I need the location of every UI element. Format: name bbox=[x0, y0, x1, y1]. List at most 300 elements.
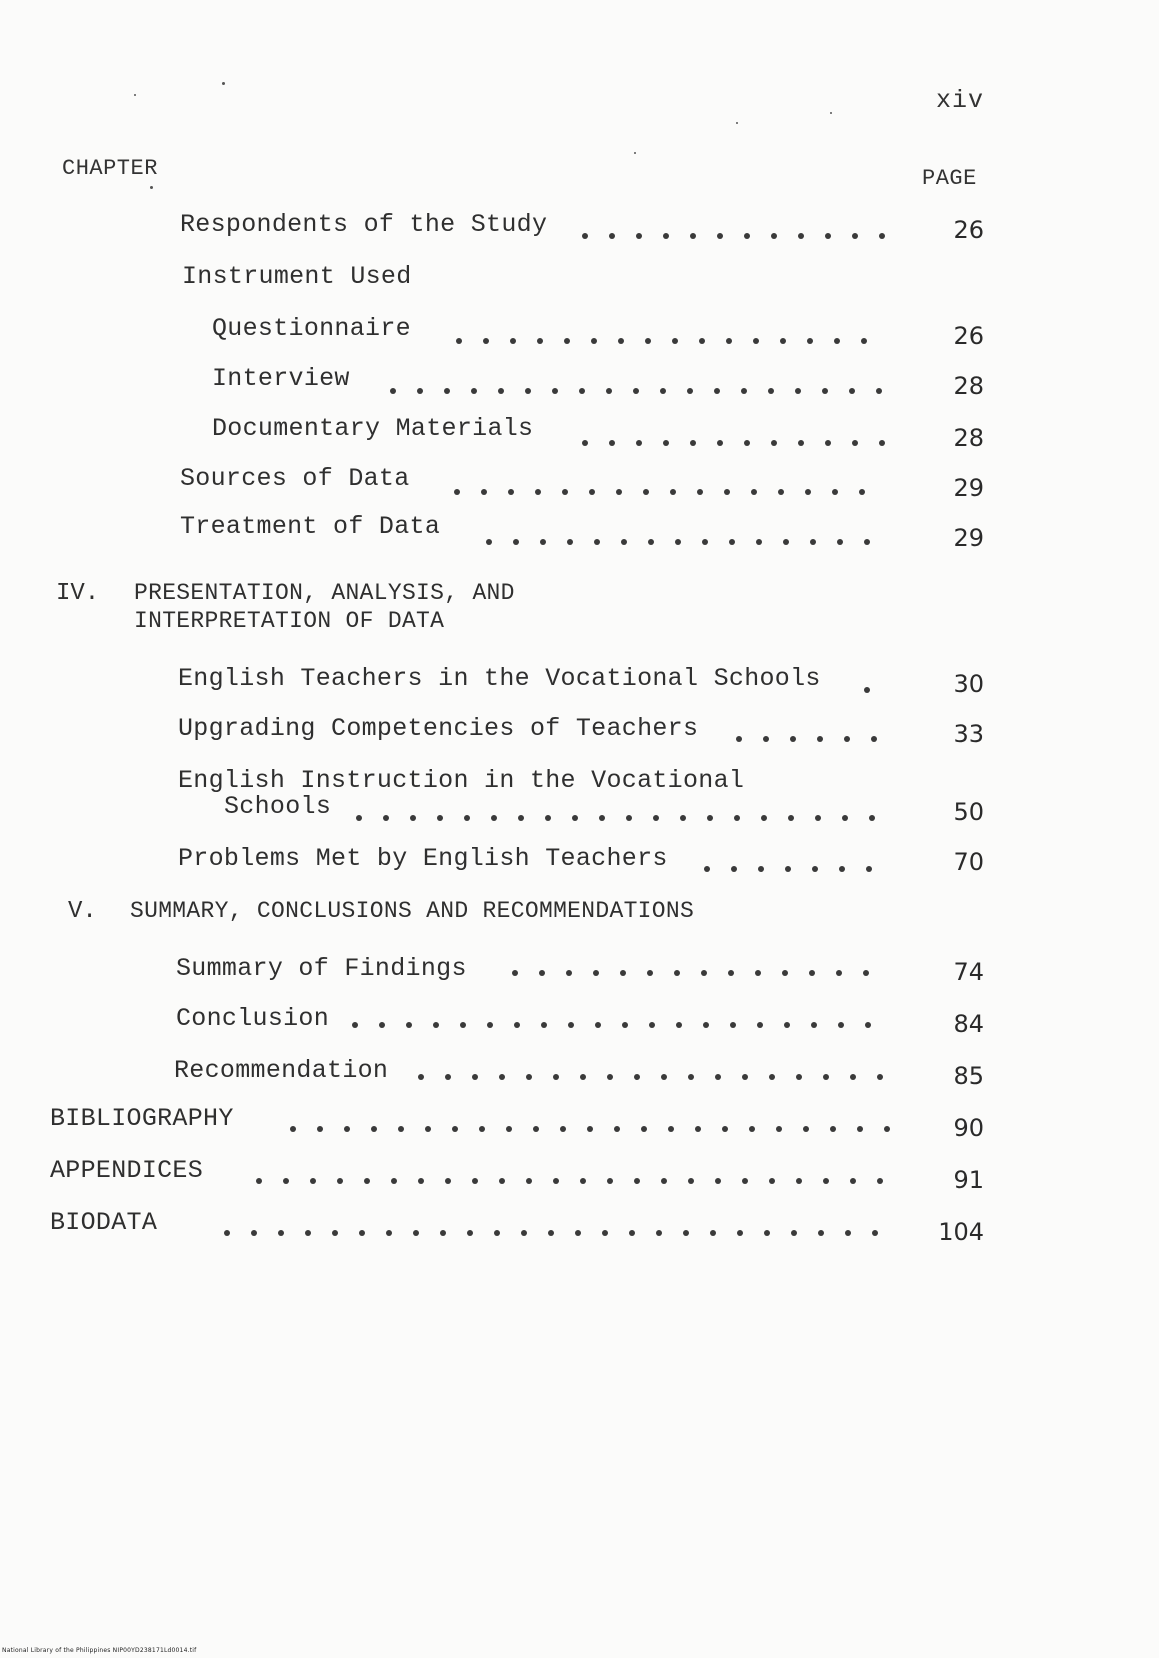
toc-page-number: 29 bbox=[953, 474, 984, 502]
leader-dot bbox=[487, 1022, 493, 1028]
leader-dot bbox=[788, 815, 794, 821]
leader-dot bbox=[736, 736, 742, 742]
leader-dot bbox=[386, 1230, 392, 1236]
page-header: PAGE bbox=[922, 166, 977, 191]
leader-dot bbox=[877, 1178, 883, 1184]
leader-dot bbox=[634, 1074, 640, 1080]
leader-dot bbox=[437, 815, 443, 821]
leader-dot bbox=[755, 970, 761, 976]
leader-dot bbox=[622, 1022, 628, 1028]
leader-dot bbox=[879, 233, 885, 239]
leader-dot bbox=[290, 1126, 296, 1132]
leader-dot bbox=[863, 970, 869, 976]
leader-dot bbox=[533, 1126, 539, 1132]
leader-dot bbox=[283, 1178, 289, 1184]
leader-dot bbox=[552, 388, 558, 394]
toc-page-number: 28 bbox=[953, 424, 984, 452]
leader-dot bbox=[553, 1178, 559, 1184]
leader-dot bbox=[688, 1178, 694, 1184]
leader-dot bbox=[832, 489, 838, 495]
leader-dot bbox=[572, 815, 578, 821]
leader-dot bbox=[553, 1074, 559, 1080]
leader-dot bbox=[690, 233, 696, 239]
leader-dot bbox=[704, 866, 710, 872]
leader-dot bbox=[641, 1126, 647, 1132]
toc-entry-bibliography: BIBLIOGRAPHY bbox=[50, 1104, 234, 1133]
leader-dot bbox=[256, 1178, 262, 1184]
leader-dot bbox=[460, 1022, 466, 1028]
toc-entry-conclusion: Conclusion bbox=[176, 1004, 330, 1033]
leader-dot bbox=[715, 1178, 721, 1184]
dot-leader bbox=[512, 970, 912, 976]
dot-leader bbox=[290, 1126, 912, 1132]
leader-dot bbox=[842, 815, 848, 821]
toc-page-number: 50 bbox=[953, 798, 984, 826]
leader-dot bbox=[695, 1126, 701, 1132]
leader-dot bbox=[753, 338, 759, 344]
leader-dot bbox=[425, 1126, 431, 1132]
leader-dot bbox=[734, 815, 740, 821]
leader-dot bbox=[871, 736, 877, 742]
leader-dot bbox=[798, 440, 804, 446]
leader-dot bbox=[594, 539, 600, 545]
leader-dot bbox=[481, 489, 487, 495]
leader-dot bbox=[838, 1022, 844, 1028]
leader-dot bbox=[701, 970, 707, 976]
leader-dot bbox=[768, 388, 774, 394]
leader-dot bbox=[521, 1230, 527, 1236]
leader-dot bbox=[398, 1126, 404, 1132]
leader-dot bbox=[566, 970, 572, 976]
leader-dot bbox=[703, 1022, 709, 1028]
leader-dot bbox=[751, 489, 757, 495]
toc-page-number: 30 bbox=[953, 670, 984, 698]
leader-dot bbox=[607, 1178, 613, 1184]
leader-dot bbox=[798, 233, 804, 239]
leader-dot bbox=[506, 1126, 512, 1132]
leader-dot bbox=[675, 539, 681, 545]
leader-dot bbox=[337, 1178, 343, 1184]
leader-dot bbox=[582, 440, 588, 446]
leader-dot bbox=[567, 539, 573, 545]
leader-dot bbox=[406, 1022, 412, 1028]
leader-dot bbox=[687, 388, 693, 394]
toc-page-number: 26 bbox=[953, 216, 984, 244]
leader-dot bbox=[359, 1230, 365, 1236]
leader-dot bbox=[699, 338, 705, 344]
toc-page-number: 104 bbox=[938, 1218, 984, 1246]
leader-dot bbox=[809, 970, 815, 976]
leader-dot bbox=[618, 338, 624, 344]
leader-dot bbox=[857, 1126, 863, 1132]
leader-dot bbox=[785, 866, 791, 872]
leader-dot bbox=[715, 1074, 721, 1080]
leader-dot bbox=[864, 539, 870, 545]
leader-dot bbox=[593, 970, 599, 976]
leader-dot bbox=[512, 970, 518, 976]
leader-dot bbox=[737, 1230, 743, 1236]
leader-dot bbox=[803, 1126, 809, 1132]
leader-dot bbox=[724, 489, 730, 495]
leader-dot bbox=[844, 736, 850, 742]
leader-dot bbox=[499, 1074, 505, 1080]
leader-dot bbox=[879, 440, 885, 446]
toc-page-number: 28 bbox=[953, 372, 984, 400]
leader-dot bbox=[606, 388, 612, 394]
leader-dot bbox=[499, 1178, 505, 1184]
leader-dot bbox=[782, 970, 788, 976]
leader-dot bbox=[445, 1178, 451, 1184]
leader-dot bbox=[418, 1178, 424, 1184]
leader-dot bbox=[861, 338, 867, 344]
leader-dot bbox=[778, 489, 784, 495]
leader-dot bbox=[371, 1126, 377, 1132]
leader-dot bbox=[278, 1230, 284, 1236]
leader-dot bbox=[634, 1178, 640, 1184]
leader-dot bbox=[636, 440, 642, 446]
toc-entry-questionnaire: Questionnaire bbox=[212, 314, 411, 343]
scan-speck bbox=[830, 112, 832, 114]
leader-dot bbox=[796, 1074, 802, 1080]
leader-dot bbox=[620, 970, 626, 976]
leader-dot bbox=[869, 815, 875, 821]
toc-entry-biodata: BIODATA bbox=[50, 1208, 158, 1237]
toc-entry-english-instruction: English Instruction in the Vocational bbox=[178, 766, 745, 795]
dot-leader bbox=[356, 815, 912, 821]
leader-dot bbox=[305, 1230, 311, 1236]
leader-dot bbox=[661, 1074, 667, 1080]
dot-leader bbox=[582, 440, 912, 446]
leader-dot bbox=[433, 1022, 439, 1028]
leader-dot bbox=[850, 1074, 856, 1080]
leader-dot bbox=[714, 388, 720, 394]
leader-dot bbox=[224, 1230, 230, 1236]
leader-dot bbox=[560, 1126, 566, 1132]
leader-dot bbox=[717, 233, 723, 239]
leader-dot bbox=[830, 1126, 836, 1132]
toc-entry-sources: Sources of Data bbox=[180, 464, 410, 493]
leader-dot bbox=[674, 970, 680, 976]
leader-dot bbox=[825, 233, 831, 239]
leader-dot bbox=[742, 1178, 748, 1184]
leader-dot bbox=[483, 338, 489, 344]
chapter-numeral-v: V. bbox=[68, 898, 97, 925]
leader-dot bbox=[825, 440, 831, 446]
leader-dot bbox=[486, 539, 492, 545]
toc-entry-treatment: Treatment of Data bbox=[180, 512, 441, 541]
leader-dot bbox=[884, 1126, 890, 1132]
leader-dot bbox=[526, 1074, 532, 1080]
leader-dot bbox=[683, 1230, 689, 1236]
leader-dot bbox=[697, 489, 703, 495]
leader-dot bbox=[645, 338, 651, 344]
chapter-title-v: SUMMARY, CONCLUSIONS AND RECOMMENDATIONS bbox=[130, 898, 695, 924]
leader-dot bbox=[741, 388, 747, 394]
leader-dot bbox=[540, 539, 546, 545]
leader-dot bbox=[440, 1230, 446, 1236]
leader-dot bbox=[836, 970, 842, 976]
leader-dot bbox=[656, 1230, 662, 1236]
leader-dot bbox=[680, 815, 686, 821]
leader-dot bbox=[661, 1178, 667, 1184]
leader-dot bbox=[513, 539, 519, 545]
dot-leader bbox=[736, 736, 912, 742]
leader-dot bbox=[771, 440, 777, 446]
leader-dot bbox=[647, 970, 653, 976]
leader-dot bbox=[877, 1074, 883, 1080]
leader-dot bbox=[834, 338, 840, 344]
leader-dot bbox=[764, 1230, 770, 1236]
leader-dot bbox=[756, 539, 762, 545]
leader-dot bbox=[649, 1022, 655, 1028]
leader-dot bbox=[518, 815, 524, 821]
scan-footer: National Library of the Philippines NIP00YD238171Ld0014.tif bbox=[2, 1647, 197, 1654]
dot-leader bbox=[486, 539, 912, 545]
toc-entry-upgrading: Upgrading Competencies of Teachers bbox=[178, 714, 699, 743]
leader-dot bbox=[464, 815, 470, 821]
toc-entry-recommendation: Recommendation bbox=[174, 1056, 389, 1085]
dot-leader bbox=[582, 233, 912, 239]
chapter-title-iv-line2: INTERPRETATION OF DATA bbox=[134, 608, 445, 634]
dot-leader bbox=[864, 687, 912, 693]
leader-dot bbox=[616, 489, 622, 495]
scan-speck bbox=[222, 82, 225, 85]
leader-dot bbox=[418, 1074, 424, 1080]
leader-dot bbox=[456, 338, 462, 344]
leader-dot bbox=[690, 440, 696, 446]
leader-dot bbox=[670, 489, 676, 495]
toc-entry-english-instruction-line2: Schools bbox=[224, 792, 332, 821]
leader-dot bbox=[510, 338, 516, 344]
leader-dot bbox=[379, 1022, 385, 1028]
leader-dot bbox=[537, 338, 543, 344]
leader-dot bbox=[579, 388, 585, 394]
toc-entry-problems: Problems Met by English Teachers bbox=[178, 844, 668, 873]
leader-dot bbox=[629, 1230, 635, 1236]
toc-entry-summary: Summary of Findings bbox=[176, 954, 467, 983]
toc-page-number: 91 bbox=[953, 1166, 984, 1194]
leader-dot bbox=[717, 440, 723, 446]
leader-dot bbox=[852, 233, 858, 239]
leader-dot bbox=[812, 866, 818, 872]
leader-dot bbox=[526, 1178, 532, 1184]
leader-dot bbox=[444, 388, 450, 394]
leader-dot bbox=[602, 1230, 608, 1236]
leader-dot bbox=[811, 1022, 817, 1028]
leader-dot bbox=[852, 440, 858, 446]
leader-dot bbox=[742, 1074, 748, 1080]
toc-entry-documentary: Documentary Materials bbox=[212, 414, 534, 443]
leader-dot bbox=[479, 1126, 485, 1132]
toc-page-number: 90 bbox=[953, 1114, 984, 1142]
dot-leader bbox=[454, 489, 912, 495]
leader-dot bbox=[865, 1022, 871, 1028]
leader-dot bbox=[795, 388, 801, 394]
leader-dot bbox=[514, 1022, 520, 1028]
leader-dot bbox=[796, 1178, 802, 1184]
chapter-header: CHAPTER bbox=[62, 156, 158, 181]
leader-dot bbox=[859, 489, 865, 495]
leader-dot bbox=[810, 539, 816, 545]
page-number: xiv bbox=[936, 86, 985, 115]
toc-page-number: 33 bbox=[953, 720, 984, 748]
leader-dot bbox=[599, 815, 605, 821]
leader-dot bbox=[676, 1022, 682, 1028]
leader-dot bbox=[545, 815, 551, 821]
leader-dot bbox=[653, 815, 659, 821]
leader-dot bbox=[539, 970, 545, 976]
leader-dot bbox=[452, 1126, 458, 1132]
dot-leader bbox=[224, 1230, 912, 1236]
leader-dot bbox=[845, 1230, 851, 1236]
leader-dot bbox=[310, 1178, 316, 1184]
leader-dot bbox=[410, 815, 416, 821]
leader-dot bbox=[562, 489, 568, 495]
chapter-title-iv: PRESENTATION, ANALYSIS, AND bbox=[134, 580, 515, 606]
scan-speck bbox=[134, 94, 136, 96]
leader-dot bbox=[364, 1178, 370, 1184]
leader-dot bbox=[636, 233, 642, 239]
leader-dot bbox=[807, 338, 813, 344]
leader-dot bbox=[822, 388, 828, 394]
leader-dot bbox=[769, 1074, 775, 1080]
leader-dot bbox=[417, 388, 423, 394]
leader-dot bbox=[535, 489, 541, 495]
leader-dot bbox=[849, 388, 855, 394]
leader-dot bbox=[864, 687, 870, 693]
leader-dot bbox=[609, 233, 615, 239]
leader-dot bbox=[467, 1230, 473, 1236]
leader-dot bbox=[607, 1074, 613, 1080]
leader-dot bbox=[817, 736, 823, 742]
leader-dot bbox=[633, 388, 639, 394]
leader-dot bbox=[731, 866, 737, 872]
leader-dot bbox=[660, 388, 666, 394]
leader-dot bbox=[391, 1178, 397, 1184]
leader-dot bbox=[498, 388, 504, 394]
toc-page-number: 85 bbox=[953, 1062, 984, 1090]
leader-dot bbox=[818, 1230, 824, 1236]
leader-dot bbox=[791, 1230, 797, 1236]
leader-dot bbox=[648, 539, 654, 545]
dot-leader bbox=[704, 866, 912, 872]
leader-dot bbox=[771, 233, 777, 239]
leader-dot bbox=[722, 1126, 728, 1132]
leader-dot bbox=[595, 1022, 601, 1028]
leader-dot bbox=[575, 1230, 581, 1236]
dot-leader bbox=[418, 1074, 912, 1080]
leader-dot bbox=[332, 1230, 338, 1236]
leader-dot bbox=[580, 1178, 586, 1184]
leader-dot bbox=[564, 338, 570, 344]
leader-dot bbox=[872, 1230, 878, 1236]
leader-dot bbox=[591, 338, 597, 344]
leader-dot bbox=[769, 1178, 775, 1184]
leader-dot bbox=[850, 1178, 856, 1184]
leader-dot bbox=[609, 440, 615, 446]
leader-dot bbox=[390, 388, 396, 394]
leader-dot bbox=[805, 489, 811, 495]
toc-page-number: 26 bbox=[953, 322, 984, 350]
toc-page-number: 70 bbox=[953, 848, 984, 876]
leader-dot bbox=[454, 489, 460, 495]
leader-dot bbox=[837, 539, 843, 545]
leader-dot bbox=[702, 539, 708, 545]
leader-dot bbox=[587, 1126, 593, 1132]
dot-leader bbox=[390, 388, 912, 394]
toc-entry-interview: Interview bbox=[212, 364, 350, 393]
leader-dot bbox=[744, 440, 750, 446]
leader-dot bbox=[472, 1178, 478, 1184]
leader-dot bbox=[663, 233, 669, 239]
leader-dot bbox=[580, 1074, 586, 1080]
leader-dot bbox=[356, 815, 362, 821]
leader-dot bbox=[541, 1022, 547, 1028]
leader-dot bbox=[589, 489, 595, 495]
toc-entry-respondents: Respondents of the Study bbox=[180, 210, 548, 239]
leader-dot bbox=[823, 1074, 829, 1080]
leader-dot bbox=[491, 815, 497, 821]
leader-dot bbox=[672, 338, 678, 344]
leader-dot bbox=[582, 233, 588, 239]
toc-page-number: 29 bbox=[953, 524, 984, 552]
leader-dot bbox=[494, 1230, 500, 1236]
dot-leader bbox=[352, 1022, 912, 1028]
leader-dot bbox=[508, 489, 514, 495]
scan-speck bbox=[634, 152, 636, 154]
leader-dot bbox=[413, 1230, 419, 1236]
leader-dot bbox=[776, 1126, 782, 1132]
leader-dot bbox=[757, 1022, 763, 1028]
leader-dot bbox=[352, 1022, 358, 1028]
leader-dot bbox=[866, 866, 872, 872]
leader-dot bbox=[383, 815, 389, 821]
leader-dot bbox=[876, 388, 882, 394]
leader-dot bbox=[728, 970, 734, 976]
leader-dot bbox=[783, 539, 789, 545]
leader-dot bbox=[317, 1126, 323, 1132]
leader-dot bbox=[726, 338, 732, 344]
leader-dot bbox=[688, 1074, 694, 1080]
leader-dot bbox=[668, 1126, 674, 1132]
leader-dot bbox=[744, 233, 750, 239]
leader-dot bbox=[763, 736, 769, 742]
leader-dot bbox=[780, 338, 786, 344]
leader-dot bbox=[839, 866, 845, 872]
leader-dot bbox=[729, 539, 735, 545]
leader-dot bbox=[710, 1230, 716, 1236]
leader-dot bbox=[472, 1074, 478, 1080]
dot-leader bbox=[456, 338, 912, 344]
leader-dot bbox=[730, 1022, 736, 1028]
leader-dot bbox=[790, 736, 796, 742]
toc-page-number: 84 bbox=[953, 1010, 984, 1038]
toc-entry-english-teachers: English Teachers in the Vocational Schools bbox=[178, 664, 821, 693]
leader-dot bbox=[568, 1022, 574, 1028]
leader-dot bbox=[749, 1126, 755, 1132]
leader-dot bbox=[823, 1178, 829, 1184]
toc-page-number: 74 bbox=[953, 958, 984, 986]
leader-dot bbox=[525, 388, 531, 394]
leader-dot bbox=[614, 1126, 620, 1132]
toc-entry-instrument: Instrument Used bbox=[182, 262, 412, 291]
leader-dot bbox=[663, 440, 669, 446]
leader-dot bbox=[761, 815, 767, 821]
leader-dot bbox=[445, 1074, 451, 1080]
chapter-numeral-iv: IV. bbox=[56, 580, 100, 607]
leader-dot bbox=[784, 1022, 790, 1028]
leader-dot bbox=[758, 866, 764, 872]
